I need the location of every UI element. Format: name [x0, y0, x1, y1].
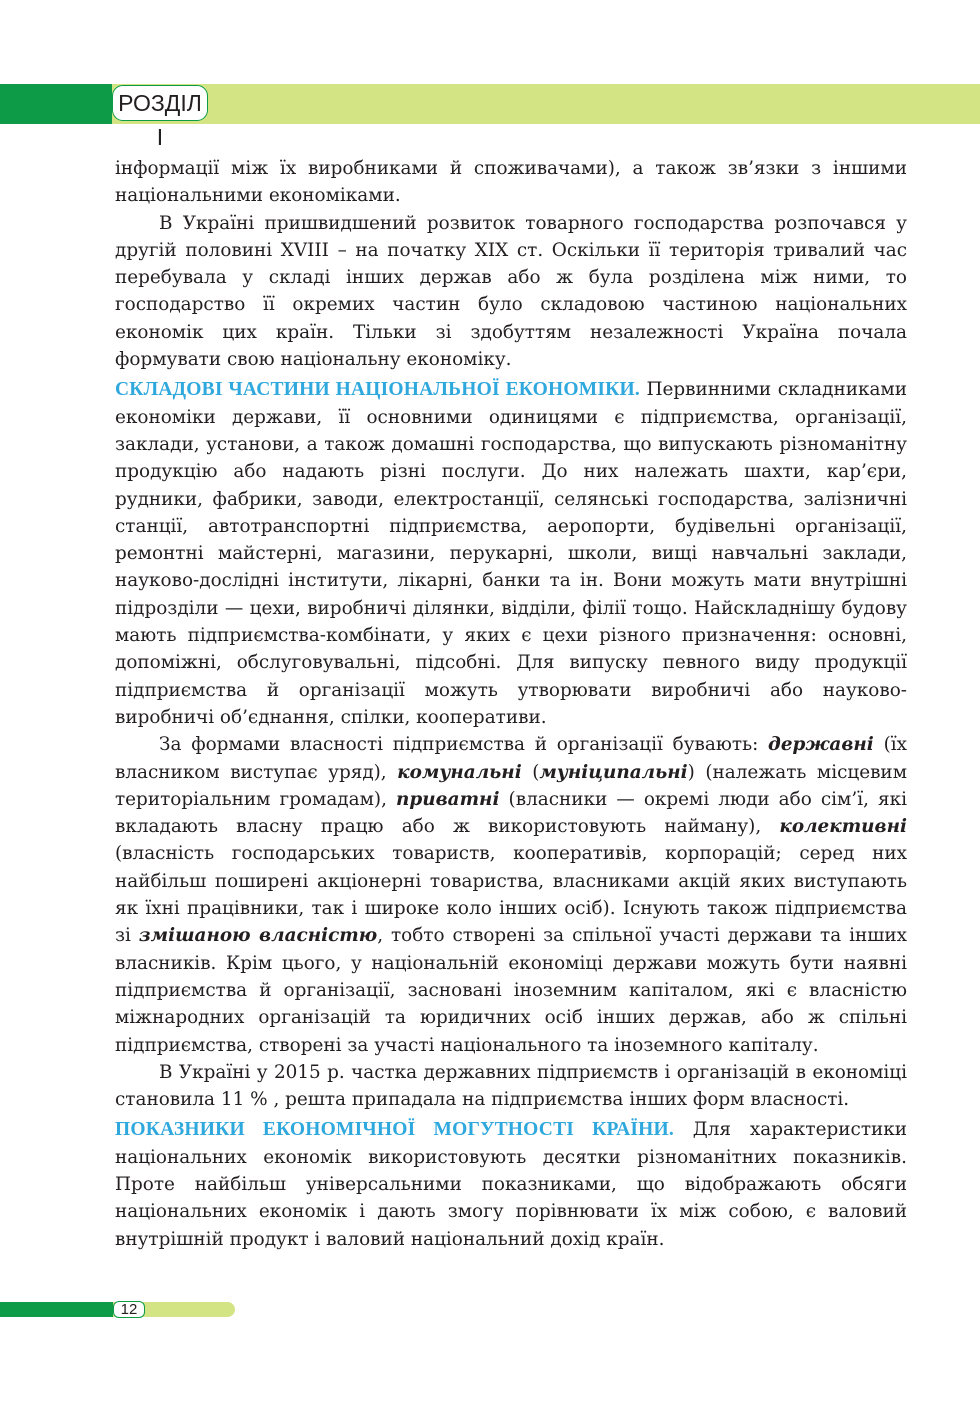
text-run: ) (належать місцевим територіальним громадам), — [115, 761, 907, 810]
term-collective: колективні — [779, 816, 907, 838]
term-private: приватні — [396, 788, 500, 810]
section-heading-components: СКЛАДОВІ ЧАСТИНИ НАЦІОНАЛЬНОЇ ЕКОНОМІКИ. — [115, 379, 640, 401]
text-run: , тобто створені за спільної участі держави та інших власників. Крім цього, у національній економіці держави можуть бути наявні підприємства й організації, засновані іноземним капіталом, які є власністю міжнародних організацій та юридичних осіб інших держав, або ж спільні підприємства, створені за участі національного та іноземного капіталу. — [115, 925, 908, 1056]
term-mixed-ownership: змішаною власністю — [138, 925, 378, 947]
paragraph-2: В Україні пришвидшений розвиток товарного господарства розпочався у другій половині XVIII – на початку XIX ст. Оскільки її територія тривалий час перебувала у складі інших держав або ж була розділена між ними, то господарство її окремих частин було складовою частиною національних економік цих країн. Тільки зі здобуттям незалежності Україна почала формувати свою національну економіку. — [115, 212, 907, 371]
section-label: РОЗДІЛ І — [112, 85, 208, 121]
term-municipal: муніципальні — [539, 761, 688, 783]
text-run: (власники — окремі люди або сім’ї, які вкладають власну працю або ж використовують найману), — [115, 788, 907, 838]
term-state: державні — [768, 734, 874, 756]
text-run: За формами власності підприємства й організації бувають: — [159, 734, 769, 756]
text-run: (їх власником виступає уряд), — [115, 734, 907, 783]
footer-bar-accent — [0, 1302, 113, 1317]
term-communal: комунальні — [397, 761, 522, 783]
paragraph-1: інформації між їх виробниками й споживачами), а також зв’язки з іншими національними економіками. — [115, 158, 907, 207]
paragraph-3-text: Первинними складниками економіки держави, її основними одиницями є підприємства, організації, заклади, установи, а також домашні господарства, що випускають різноманітну продукцію або надають різні послуги. До них належать шахти, кар’єри, рудники, фабрики, заводи, електростанції, селянські господарства, залізничні станції, автотранспортні підприємства, аеропорти, будівельні організації, ремонтні майстерні, магазини, перукарні, школи, вищі навчальні заклади, науково-дослідні інститути, лікарні, банки та ін. Вони можуть мати внутрішні підрозділи — цехи, виробничі ділянки, відділи, філії тощо. Найскладнішу будову мають підприємства-комбінати, у яких є цехи різного призначення: основні, допоміжні, обслуговувальні, підсобні. Для випуску певного виду продукції підприємства й організації можуть утворювати виробничі або науково-виробничі об’єднання, спілки, кооперативи. — [115, 379, 907, 728]
paragraph-4 — [115, 731, 907, 1059]
paragraph-3 — [115, 376, 907, 731]
heading-period: . — [668, 1119, 674, 1141]
text-run: ( — [521, 761, 540, 783]
text-run: (власність господарських товариств, кооперативів, корпорацій; серед них найбільш поширені акціонерні товариства, власниками акцій яких виступають як їхні працівники, так і широке коло інших осіб). Існують також підприємства зі — [115, 843, 907, 947]
header-bar-accent — [0, 84, 112, 124]
paragraph-6-text: Для характеристики національних економік використовують десятки різноманітних показників. Проте найбільш універсальними показниками, що відображають обсяги національних економік і дають змогу порівнювати їх між собою, є валовий внутрішній продукт і валовий національний дохід країн. — [115, 1119, 907, 1250]
paragraph-5: В Україні у 2015 р. частка державних підприємств і організацій в економіці становила 11 % , решта припадала на підприємства інших форм власності. — [115, 1061, 907, 1111]
paragraph-6 — [115, 1116, 907, 1252]
page-number: 12 — [113, 1301, 145, 1318]
page-content — [115, 155, 907, 1253]
section-heading-indicators: ПОКАЗНИКИ ЕКОНОМІЧНОЇ МОГУТНОСТІ КРАЇНИ — [115, 1119, 669, 1141]
